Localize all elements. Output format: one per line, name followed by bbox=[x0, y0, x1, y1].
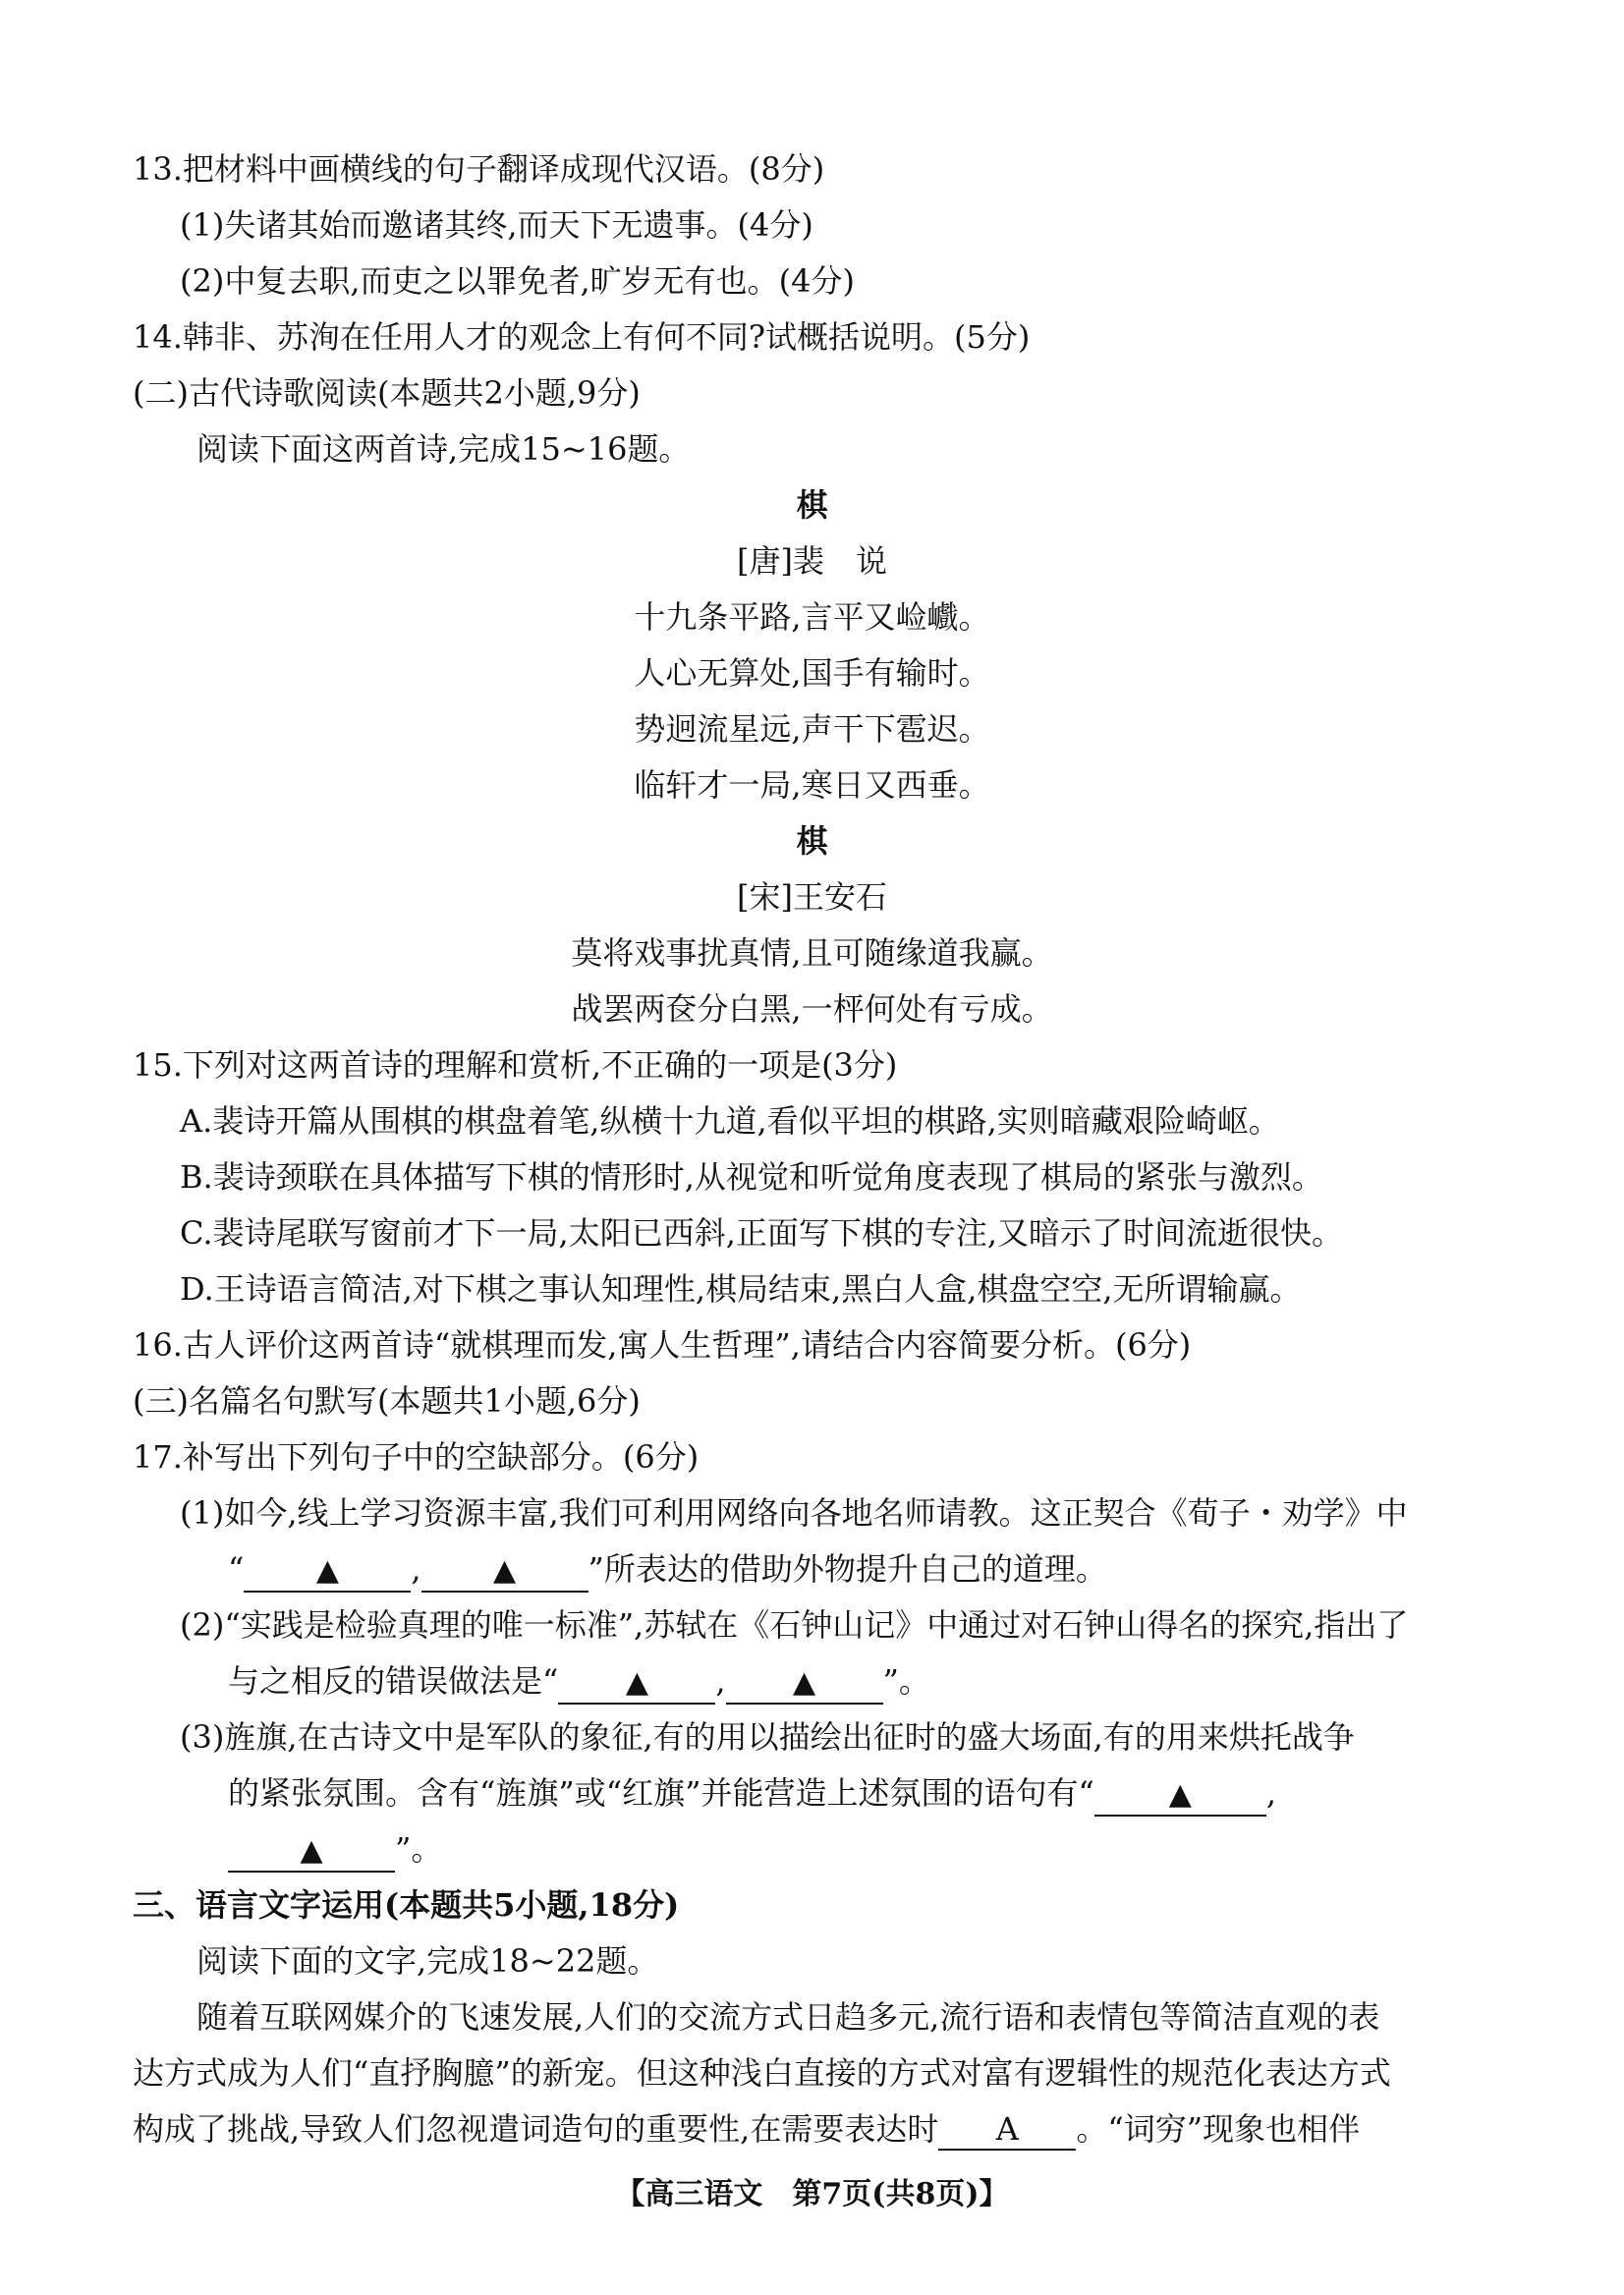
poem1-author: [唐]裴 说 bbox=[737, 542, 887, 580]
triangle-mark: ▲ bbox=[793, 1665, 816, 1700]
passage-text: 构成了挑战,导致人们忽视遣词造句的重要性,在需要表达时 bbox=[133, 2110, 939, 2148]
answer-blank[interactable] bbox=[421, 1551, 588, 1593]
q15-option-a: A.裴诗开篇从围棋的棋盘着笔,纵横十九道,看似平坦的棋路,实则暗藏艰险崎岖。 bbox=[180, 1102, 1280, 1140]
q14-stem: 14.韩非、苏洵在任用人才的观念上有何不同?试概括说明。(5分) bbox=[133, 318, 1031, 356]
q15-stem: 15.下列对这两首诗的理解和赏析,不正确的一项是(3分) bbox=[133, 1046, 898, 1084]
poem2-title: 棋 bbox=[796, 822, 828, 860]
open-quote: “ bbox=[228, 1550, 245, 1588]
part3-heading: 三、语言文字运用(本题共5小题,18分) bbox=[133, 1886, 680, 1924]
close-text: ”。 bbox=[882, 1662, 930, 1700]
answer-blank-a[interactable]: A bbox=[938, 2109, 1076, 2151]
triangle-mark: ▲ bbox=[1168, 1777, 1192, 1812]
poem1-line: 临轩才一局,寒日又西垂。 bbox=[634, 766, 990, 804]
passage-line: 达方式成为人们“直抒胸臆”的新宠。但这种浅白直接的方式对富有逻辑性的规范化表达方式 bbox=[133, 2054, 1391, 2092]
q17-stem: 17.补写出下列句子中的空缺部分。(6分) bbox=[133, 1438, 700, 1476]
poem1-line: 十九条平路,言平又崄巇。 bbox=[634, 598, 990, 636]
q17-part1-line2 bbox=[228, 1547, 1107, 1593]
poem1-title: 棋 bbox=[796, 486, 828, 524]
q15-option-b: B.裴诗颈联在具体描写下棋的情形时,从视觉和听觉角度表现了棋局的紧张与激烈。 bbox=[180, 1158, 1323, 1196]
q15-option-d: D.王诗语言简洁,对下棋之事认知理性,棋局结束,黑白人盒,棋盘空空,无所谓输赢。 bbox=[180, 1270, 1302, 1308]
answer-blank[interactable] bbox=[558, 1663, 715, 1705]
q17-part3-line3 bbox=[228, 1827, 442, 1873]
poem1-line: 人心无算处,国手有输时。 bbox=[634, 654, 990, 692]
passage-line bbox=[133, 2107, 1360, 2151]
q17-part3-line2 bbox=[228, 1771, 1276, 1817]
triangle-mark: ▲ bbox=[300, 1833, 323, 1868]
passage-text: 。“词穷”现象也相伴 bbox=[1076, 2110, 1361, 2148]
answer-blank[interactable] bbox=[726, 1663, 883, 1705]
passage-line: 随着互联网媒介的飞速发展,人们的交流方式日趋多元,流行语和表情包等简洁直观的表 bbox=[196, 1998, 1380, 2036]
triangle-mark: ▲ bbox=[315, 1553, 339, 1588]
poem2-line: 战罢两奁分白黑,一枰何处有亏成。 bbox=[571, 990, 1053, 1028]
poem1-line: 势迥流星远,声干下雹迟。 bbox=[634, 710, 990, 748]
comma: , bbox=[411, 1550, 421, 1588]
close-text: ”。 bbox=[395, 1830, 443, 1868]
q16-stem: 16.古人评价这两首诗“就棋理而发,寓人生哲理”,请结合内容简要分析。(6分) bbox=[133, 1326, 1192, 1364]
q17-part1-line1: (1)如今,线上学习资源丰富,我们可利用网络向各地名师请教。这正契合《荀子・劝学》中 bbox=[180, 1494, 1408, 1532]
q13-stem: 13.把材料中画横线的句子翻译成现代汉语。(8分) bbox=[133, 150, 825, 188]
section3-heading: (三)名篇名句默写(本题共1小题,6分) bbox=[133, 1382, 641, 1420]
q17-part2-line2 bbox=[228, 1659, 930, 1705]
part3-intro: 阅读下面的文字,完成18~22题。 bbox=[196, 1942, 659, 1980]
q17-part3-line1: (3)旌旗,在古诗文中是军队的象征,有的用以描绘出征时的盛大场面,有的用来烘托战争 bbox=[180, 1718, 1355, 1756]
q13-sub2: (2)中复去职,而吏之以罪免者,旷岁无有也。(4分) bbox=[180, 262, 856, 300]
triangle-mark: ▲ bbox=[625, 1665, 648, 1700]
answer-blank[interactable] bbox=[244, 1551, 411, 1593]
triangle-mark: ▲ bbox=[492, 1553, 517, 1588]
q17-part2-line1: (2)“实践是检验真理的唯一标准”,苏轼在《石钟山记》中通过对石钟山得名的探究,指出了 bbox=[180, 1606, 1409, 1644]
q15-option-c: C.裴诗尾联写窗前才下一局,太阳已西斜,正面写下棋的专注,又暗示了时间流逝很快。 bbox=[180, 1214, 1344, 1252]
section2-heading: (二)古代诗歌阅读(本题共2小题,9分) bbox=[133, 374, 641, 412]
prefix-text: 与之相反的错误做法是“ bbox=[228, 1662, 559, 1700]
poem2-line: 莫将戏事扰真情,且可随缘道我赢。 bbox=[571, 934, 1053, 972]
close-text: ”所表达的借助外物提升自己的道理。 bbox=[588, 1550, 1107, 1588]
poem2-author: [宋]王安石 bbox=[737, 878, 887, 916]
answer-blank[interactable] bbox=[1094, 1775, 1266, 1817]
comma: , bbox=[715, 1662, 726, 1700]
answer-blank[interactable] bbox=[228, 1831, 395, 1873]
q13-sub1: (1)失诸其始而邀诸其终,而天下无遗事。(4分) bbox=[180, 206, 813, 244]
comma: , bbox=[1265, 1774, 1276, 1812]
section2-intro: 阅读下面这两首诗,完成15~16题。 bbox=[196, 430, 691, 468]
prefix-text: 的紧张氛围。含有“旌旗”或“红旗”并能营造上述氛围的语句有“ bbox=[228, 1774, 1094, 1812]
page-footer: 【高三语文 第7页(共8页)】 bbox=[615, 2177, 1009, 2211]
